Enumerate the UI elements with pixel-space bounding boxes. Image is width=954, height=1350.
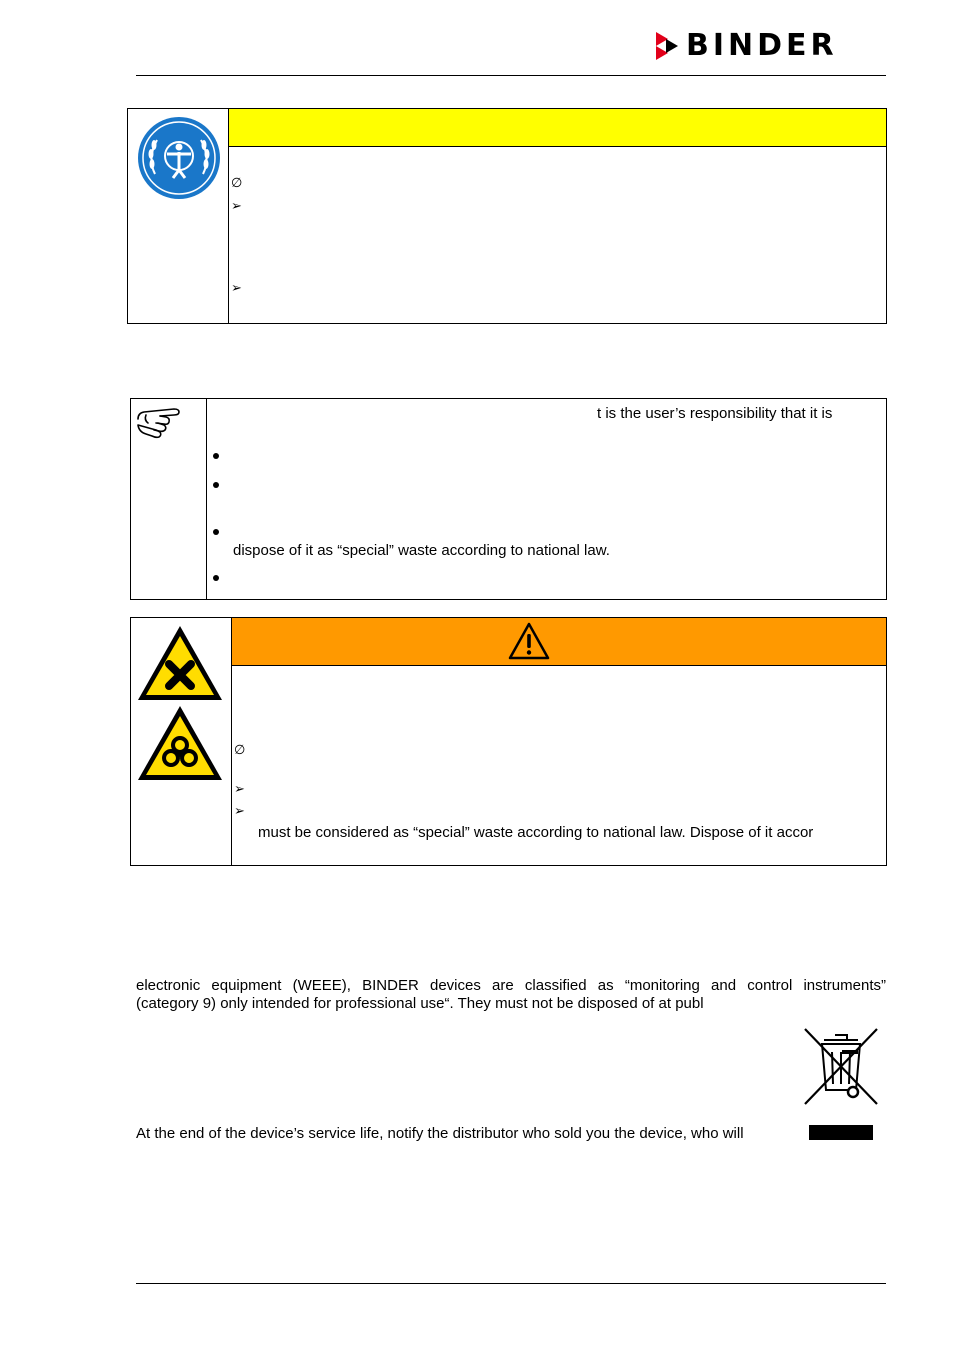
- pointing-hand-icon: [136, 403, 182, 443]
- environment-notice-box: [127, 108, 887, 324]
- bullet: [213, 482, 219, 488]
- prohibition-marker: ∅: [234, 743, 246, 758]
- weee-paragraph-line-1: electronic equipment (WEEE), BINDER devices are classified as “monitoring and control instruments”: [136, 977, 886, 994]
- action-arrow-marker: ➢: [234, 804, 245, 819]
- harmful-substance-icon: [136, 624, 224, 702]
- action-arrow-marker: ➢: [231, 199, 242, 214]
- bullet: [213, 529, 219, 535]
- weee-paragraph-line-2: (category 9) only intended for professional use“. They must not be disposed of at publ: [136, 995, 704, 1012]
- bullet: [213, 453, 219, 459]
- crossed-out-wheelie-bin-icon: [802, 1026, 880, 1106]
- action-arrow-marker: ➢: [234, 782, 245, 797]
- blue-angel-icon: [137, 116, 221, 200]
- warning-last-line: must be considered as “special” waste according to national law. Dispose of it accor: [258, 824, 814, 841]
- brand-logo: [654, 28, 886, 64]
- bullet: [213, 575, 219, 581]
- action-arrow-marker: ➢: [231, 281, 242, 296]
- warning-box: [130, 617, 887, 866]
- note-line-1: t is the user’s responsibility that it is: [597, 405, 833, 422]
- brand-arrow-icon: [654, 30, 680, 60]
- biohazard-icon: [136, 704, 224, 782]
- weee-paragraph-line-3: At the end of the device’s service life, notify the distributor who sold you the device, who will: [136, 1125, 744, 1142]
- weee-bar-symbol: [809, 1125, 873, 1140]
- footer-rule: [136, 1283, 886, 1284]
- prohibition-marker: ∅: [231, 176, 243, 191]
- note-box: [130, 398, 887, 600]
- warning-triangle-icon: [507, 621, 551, 661]
- note-dispose-line: dispose of it as “special” waste according to national law.: [233, 542, 610, 559]
- warning-header-band: [232, 618, 886, 666]
- caution-header-band: [229, 109, 886, 147]
- header-rule: [136, 75, 886, 76]
- brand-wordmark: BINDER: [686, 28, 838, 63]
